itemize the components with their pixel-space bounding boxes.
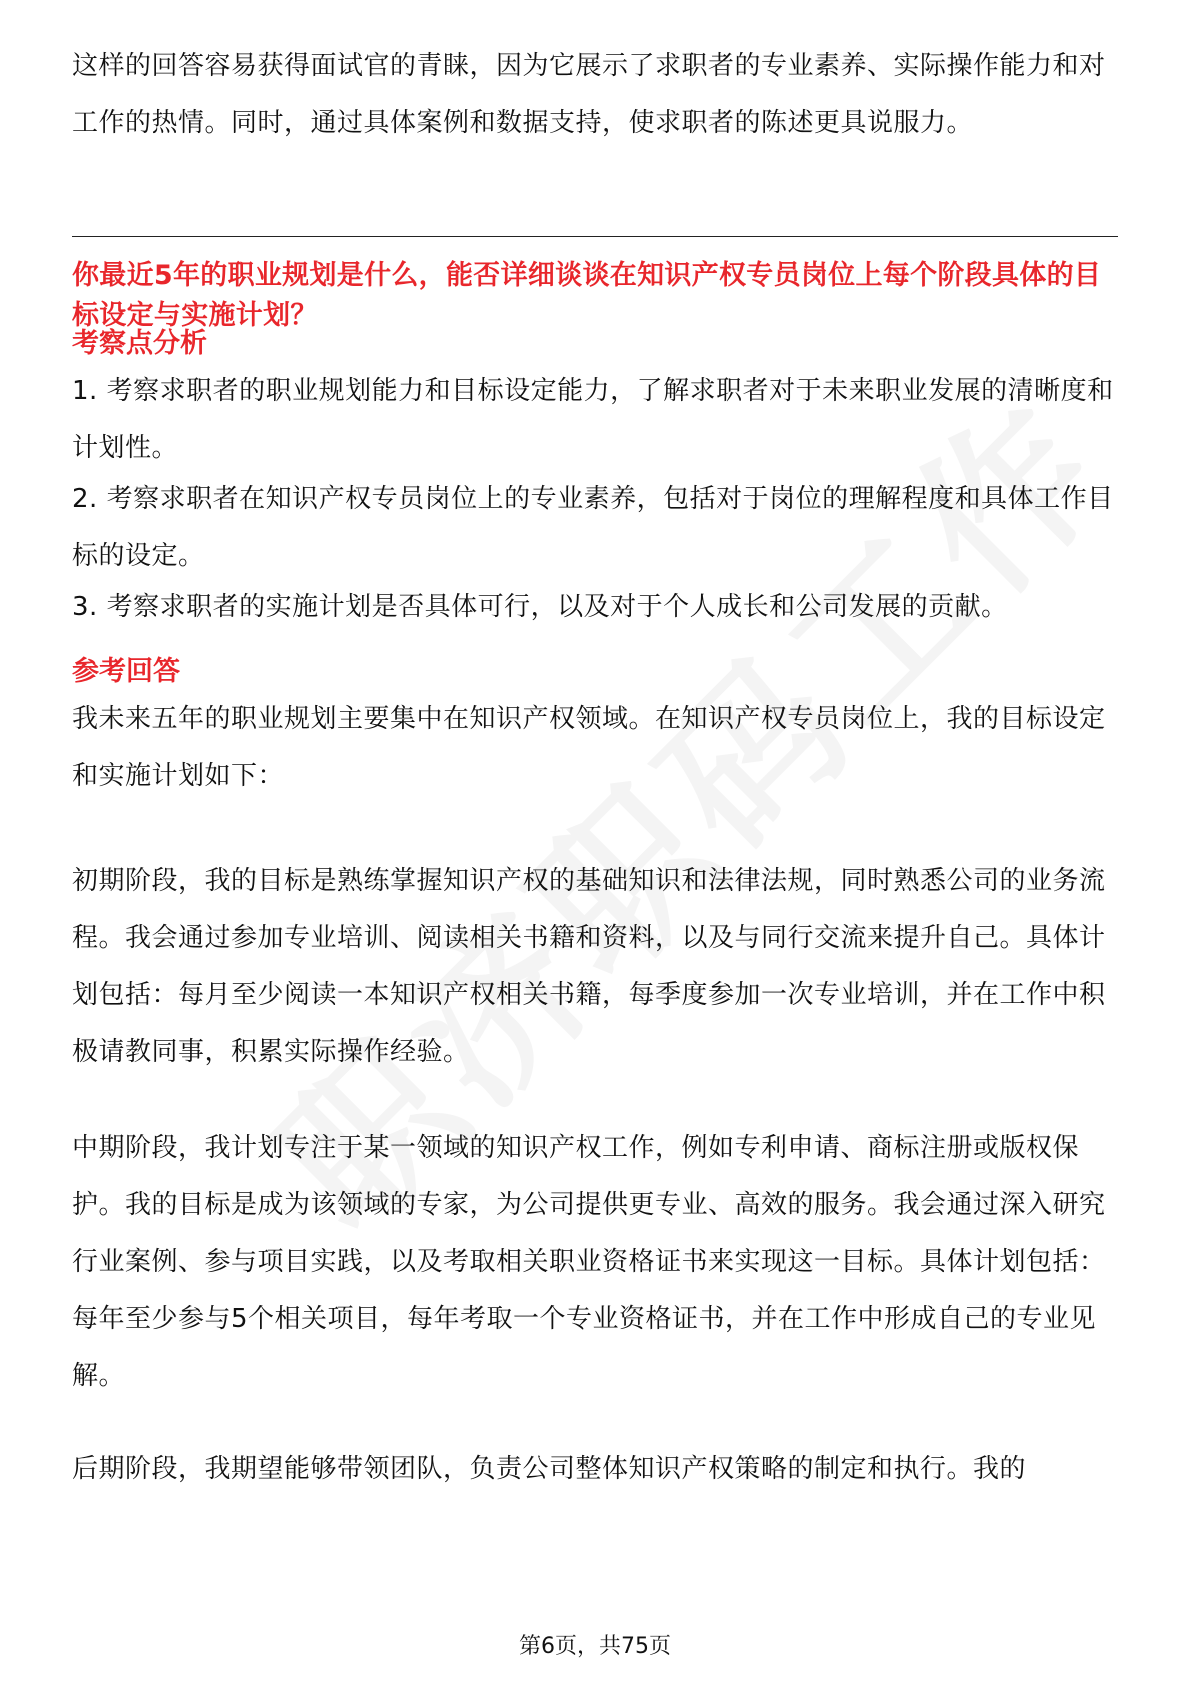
analysis-point-3: 3. 考察求职者的实施计划是否具体可行，以及对于个人成长和公司发展的贡献。 — [72, 592, 1008, 622]
analysis-point-2: 2. 考察求职者在知识产权专员岗位上的专业素养，包括对于岗位的理解程度和具体工作目标的设定。 — [72, 484, 1114, 571]
answer-paragraph-4: 后期阶段，我期望能够带领团队，负责公司整体知识产权策略的制定和执行。我的 — [72, 1454, 1027, 1484]
answer-heading: 参考回答 — [72, 656, 180, 687]
question-heading: 你最近5年的职业规划是什么，能否详细谈谈在知识产权专员岗位上每个阶段具体的目标设定与实施计划？ — [72, 260, 1102, 331]
analysis-heading: 考察点分析 — [72, 328, 207, 359]
intro-paragraph: 这样的回答容易获得面试官的青睐，因为它展示了求职者的专业素养、实际操作能力和对工作的热情。同时，通过具体案例和数据支持，使求职者的陈述更具说服力。 — [72, 51, 1106, 138]
answer-paragraph-2: 初期阶段，我的目标是熟练掌握知识产权的基础知识和法律法规，同时熟悉公司的业务流程。我会通过参加专业培训、阅读相关书籍和资料，以及与同行交流来提升自己。具体计划包括：每月至少阅读一本知识产权相关书籍，每季度参加一次专业培训，并在工作中积极请教同事，积累实际操作经验。 — [72, 866, 1106, 1067]
analysis-point-1: 1. 考察求职者的职业规划能力和目标设定能力，了解求职者对于未来职业发展的清晰度和计划性。 — [72, 376, 1114, 463]
answer-paragraph-1: 我未来五年的职业规划主要集中在知识产权领域。在知识产权专员岗位上，我的目标设定和实施计划如下： — [72, 704, 1106, 791]
document-page — [72, 0, 1118, 1684]
page-number: 第6页，共75页 — [519, 1634, 671, 1659]
answer-paragraph-3: 中期阶段，我计划专注于某一领域的知识产权工作，例如专利申请、商标注册或版权保护。我的目标是成为该领域的专家，为公司提供更专业、高效的服务。我会通过深入研究行业案例、参与项目实践，以及考取相关职业资格证书来实现这一目标。具体计划包括：每年至少参与5个相关项目，每年考取一个专业资格证书，并在工作中形成自己的专业见解。 — [72, 1133, 1106, 1391]
section-divider — [72, 236, 1118, 237]
